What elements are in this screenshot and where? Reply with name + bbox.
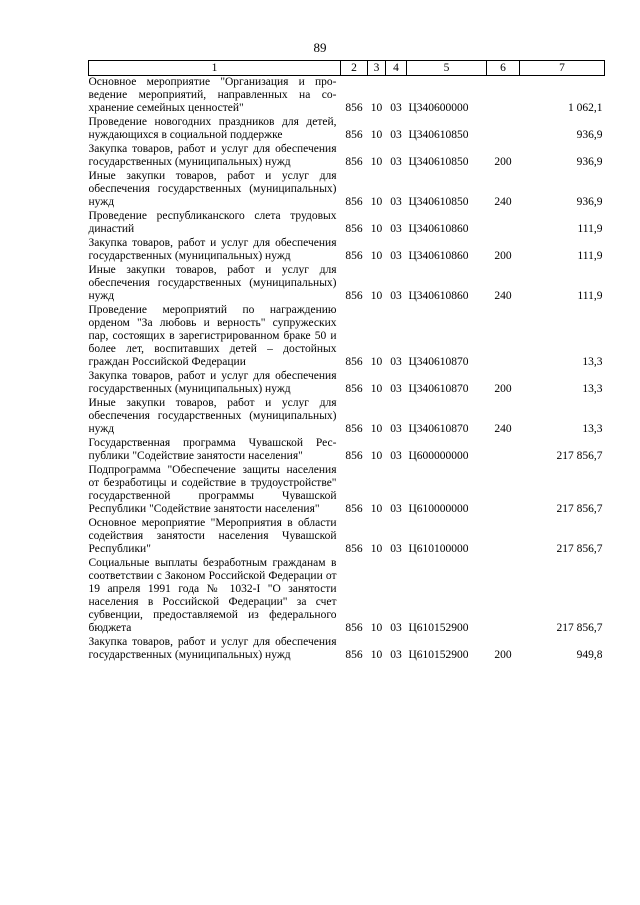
table-row: [89, 636, 605, 663]
target-article-code: Ц340610860: [408, 290, 469, 302]
ministry-code: 856: [345, 383, 363, 395]
subsection-code: 03: [390, 543, 402, 555]
ministry-code: 856: [345, 196, 363, 208]
amount-value: 111,9: [577, 250, 603, 262]
table-row: [89, 116, 605, 143]
subsection-code: 03: [390, 102, 402, 114]
table-row: [89, 304, 605, 370]
section-code: 10: [370, 223, 383, 235]
expense-type-code: [487, 76, 520, 117]
amount-value: 13,3: [582, 423, 603, 435]
ministry-code: 856: [345, 290, 363, 302]
row-description: Закупка товаров, работ и услуг для обеспечения государственных (муниципальных) нужд: [88, 636, 337, 661]
section-code: 10: [370, 649, 383, 661]
section-code: 10: [370, 250, 383, 262]
table-row: [89, 143, 605, 170]
expense-type-code: [487, 517, 520, 557]
page-number: 89: [313, 40, 327, 55]
expense-type-code: 240: [494, 290, 512, 302]
column-header: 3: [368, 61, 386, 76]
subsection-code: 03: [390, 223, 402, 235]
expense-type-code: [487, 464, 520, 517]
amount-value: 111,9: [577, 290, 603, 302]
expense-type-code: [487, 116, 520, 143]
target-article-code: Ц340610870: [408, 423, 469, 435]
subsection-code: 03: [390, 129, 402, 141]
section-code: 10: [370, 196, 383, 208]
ministry-code: 856: [345, 250, 363, 262]
target-article-code: Ц340610850: [408, 129, 469, 141]
row-description: Подпрограмма "Обеспечение защиты населения от безработицы и содействие в трудоустройстве" государственной программы Чувашской Республики "Содействие занятости населения": [88, 464, 337, 515]
amount-value: 217 856,7: [556, 503, 603, 515]
subsection-code: 03: [390, 290, 402, 302]
target-article-code: Ц340610850: [408, 196, 469, 208]
subsection-code: 03: [390, 383, 402, 395]
ministry-code: 856: [345, 622, 363, 634]
section-code: 10: [370, 129, 383, 141]
row-description: Иные закупки товаров, работ и услуг для обеспечения государственных (муниципальных) нужд: [88, 264, 337, 302]
expense-type-code: 200: [494, 250, 512, 262]
section-code: 10: [370, 102, 383, 114]
table-row: [89, 170, 605, 210]
target-article-code: Ц610152900: [408, 649, 469, 661]
amount-value: 111,9: [577, 223, 603, 235]
budget-table: [88, 60, 605, 663]
row-description: Закупка товаров, работ и услуг для обеспечения государственных (муниципальных) нужд: [88, 370, 337, 395]
subsection-code: 03: [390, 649, 402, 661]
expense-type-code: 240: [494, 423, 512, 435]
ministry-code: 856: [345, 102, 363, 114]
row-description: Закупка товаров, работ и услуг для обеспечения государственных (муниципальных) нужд: [88, 143, 337, 168]
subsection-code: 03: [390, 156, 402, 168]
table-row: [89, 557, 605, 636]
amount-value: 217 856,7: [556, 450, 603, 462]
section-code: 10: [370, 356, 383, 368]
target-article-code: Ц340610860: [408, 250, 469, 262]
section-code: 10: [370, 383, 383, 395]
row-description: Социальные выплаты безработным гражданам в соответствии с Законом Российской Федерации от 19 апреля 1991 года № 1032-I "О занятости населения в Российской Федерации" за счет субвенции, предоставляемой из федерального бюджета: [88, 557, 337, 634]
expense-type-code: [487, 557, 520, 636]
section-code: 10: [370, 450, 383, 462]
row-description: Проведение республиканского слета трудовых династий: [88, 210, 337, 235]
table-row: [89, 210, 605, 237]
target-article-code: Ц340610850: [408, 156, 469, 168]
amount-value: 13,3: [582, 356, 603, 368]
column-header: 7: [520, 61, 605, 76]
column-header: 2: [341, 61, 368, 76]
subsection-code: 03: [390, 622, 402, 634]
row-description: Основное мероприятие "Мероприятия в области содействия занятости населения Чувашской Республики": [88, 517, 337, 555]
table-row: [89, 437, 605, 464]
amount-value: 936,9: [576, 196, 603, 208]
column-header: 5: [407, 61, 487, 76]
amount-value: 936,9: [576, 156, 603, 168]
section-code: 10: [370, 156, 383, 168]
section-code: 10: [370, 423, 383, 435]
ministry-code: 856: [345, 543, 363, 555]
section-code: 10: [370, 290, 383, 302]
expense-type-code: [487, 304, 520, 370]
table-row: [89, 370, 605, 397]
ministry-code: 856: [345, 450, 363, 462]
ministry-code: 856: [345, 129, 363, 141]
column-header: 4: [386, 61, 407, 76]
table-row: [89, 237, 605, 264]
table-header: [89, 61, 605, 76]
expense-type-code: 200: [494, 156, 512, 168]
expense-type-code: 200: [494, 383, 512, 395]
target-article-code: Ц340600000: [408, 102, 469, 114]
subsection-code: 03: [390, 250, 402, 262]
subsection-code: 03: [390, 356, 402, 368]
expense-type-code: [487, 437, 520, 464]
row-description: Иные закупки товаров, работ и услуг для обеспечения государственных (муниципальных) нужд: [88, 397, 337, 435]
table-row: [89, 397, 605, 437]
expense-type-code: [487, 210, 520, 237]
amount-value: 949,8: [576, 649, 603, 661]
target-article-code: Ц340610870: [408, 383, 469, 395]
ministry-code: 856: [345, 356, 363, 368]
section-code: 10: [370, 543, 383, 555]
target-article-code: Ц610100000: [408, 543, 469, 555]
row-description: Закупка товаров, работ и услуг для обеспечения государственных (муниципальных) нужд: [88, 237, 337, 262]
ministry-code: 856: [345, 423, 363, 435]
row-description: Государственная программа Чувашской Республики "Содействие занятости населения": [88, 437, 337, 462]
column-header: 1: [89, 61, 341, 76]
amount-value: 1 062,1: [568, 102, 603, 114]
table-body: [89, 76, 605, 664]
target-article-code: Ц600000000: [408, 450, 469, 462]
section-code: 10: [370, 622, 383, 634]
table-row: [89, 264, 605, 304]
subsection-code: 03: [390, 450, 402, 462]
subsection-code: 03: [390, 503, 402, 515]
expense-type-code: 200: [494, 649, 512, 661]
target-article-code: Ц610000000: [408, 503, 469, 515]
row-description: Иные закупки товаров, работ и услуг для обеспечения государственных (муниципальных) нужд: [88, 170, 337, 208]
section-code: 10: [370, 503, 383, 515]
row-description: Проведение новогодних праздников для детей, нуждающихся в социальной поддержке: [88, 116, 337, 141]
target-article-code: Ц340610870: [408, 356, 469, 368]
ministry-code: 856: [345, 649, 363, 661]
amount-value: 217 856,7: [556, 622, 603, 634]
ministry-code: 856: [345, 223, 363, 235]
row-description: Проведение мероприятий по награждению орденом "За любовь и верность" супружеских пар, состоящих в зарегистрированном браке 50 и более лет, воспитавших детей – достойных граждан Российской Федерации: [88, 304, 337, 368]
target-article-code: Ц610152900: [408, 622, 469, 634]
subsection-code: 03: [390, 423, 402, 435]
subsection-code: 03: [390, 196, 402, 208]
table-row: [89, 464, 605, 517]
column-header: 6: [487, 61, 520, 76]
amount-value: 217 856,7: [556, 543, 603, 555]
amount-value: 936,9: [576, 129, 603, 141]
ministry-code: 856: [345, 156, 363, 168]
target-article-code: Ц340610860: [408, 223, 469, 235]
table-row: [89, 76, 605, 117]
expense-type-code: 240: [494, 196, 512, 208]
table-row: [89, 517, 605, 557]
ministry-code: 856: [345, 503, 363, 515]
amount-value: 13,3: [582, 383, 603, 395]
row-description: Основное мероприятие "Организация и проведение мероприятий, направленных на сохранение семейных ценностей": [88, 76, 337, 114]
